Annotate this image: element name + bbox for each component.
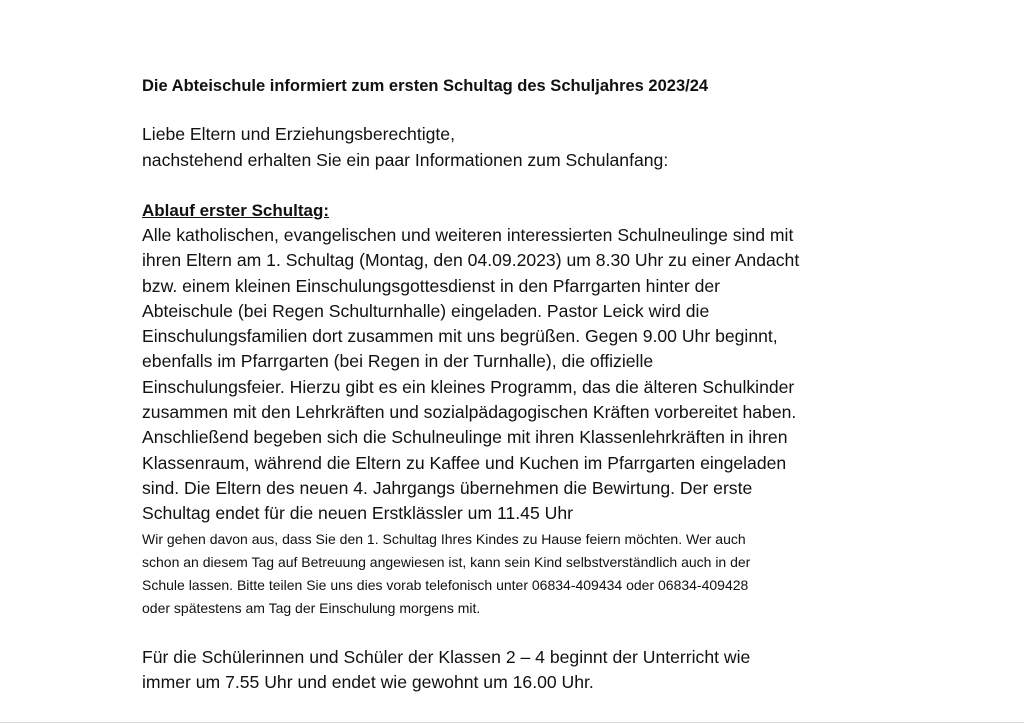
paragraph-line: ihren Eltern am 1. Schultag (Montag, den 04.09.2023) um 8.30 Uhr zu einer Andacht	[142, 250, 800, 271]
greeting-line: nachstehend erhalten Sie ein paar Informationen zum Schulanfang:	[142, 150, 669, 170]
greeting-paragraph	[142, 121, 882, 173]
paragraph-line: sind. Die Eltern des neuen 4. Jahrgangs übernehmen die Bewirtung. Der erste	[142, 477, 753, 498]
paragraph-line: oder spätestens am Tag der Einschulung morgens mit.	[142, 600, 481, 617]
paragraph-line: immer um 7.55 Uhr und endet wie gewohnt um 16.00 Uhr.	[142, 672, 594, 693]
paragraph-line: Wir gehen davon aus, dass Sie den 1. Schultag Ihres Kindes zu Hause feiern möchten. Wer auch	[142, 530, 746, 547]
paragraph-line: bzw. einem kleinen Einschulungsgottesdienst in den Pfarrgarten hinter der	[142, 275, 721, 296]
paragraph-line: Schultag endet für die neuen Erstklässler um 11.45 Uhr	[142, 503, 573, 524]
section-heading-first-day: Ablauf erster Schultag:	[142, 201, 330, 220]
first-day-schedule-paragraph	[142, 223, 882, 527]
document-title: Die Abteischule informiert zum ersten Schultag des Schuljahres 2023/24	[142, 77, 709, 95]
greeting-line: Liebe Eltern und Erziehungsberechtigte,	[142, 124, 455, 144]
document-content	[142, 74, 882, 695]
paragraph-line: schon an diesem Tag auf Betreuung angewiesen ist, kann sein Kind selbstverständlich auch in der	[142, 553, 751, 570]
paragraph-line: Anschließend begeben sich die Schulneulinge mit ihren Klassenlehrkräften in ihren	[142, 427, 788, 448]
other-classes-paragraph	[142, 645, 882, 695]
paragraph-line: Alle katholischen, evangelischen und weiteren interessierten Schulneulinge sind mit	[142, 225, 794, 245]
care-notice-paragraph	[142, 528, 882, 621]
paragraph-line: Für die Schülerinnen und Schüler der Klassen 2 – 4 beginnt der Unterricht wie	[142, 647, 751, 668]
paragraph-line: ebenfalls im Pfarrgarten (bei Regen in der Turnhalle), die offizielle	[142, 351, 654, 372]
paragraph-line: Einschulungsfeier. Hierzu gibt es ein kleines Programm, das die älteren Schulkinder	[142, 376, 795, 397]
paragraph-line: Einschulungsfamilien dort zusammen mit uns begrüßen. Gegen 9.00 Uhr beginnt,	[142, 326, 778, 347]
paragraph-line: zusammen mit den Lehrkräften und sozialpädagogischen Kräften vorbereitet haben.	[142, 402, 797, 423]
paragraph-line: Schule lassen. Bitte teilen Sie uns dies vorab telefonisch unter 06834-409434 oder 06834-409428	[142, 576, 749, 593]
page-bottom-edge	[0, 722, 1024, 723]
paragraph-line: Klassenraum, während die Eltern zu Kaffee und Kuchen im Pfarrgarten eingeladen	[142, 452, 787, 473]
paragraph-line: Abteischule (bei Regen Schulturnhalle) eingeladen. Pastor Leick wird die	[142, 300, 710, 321]
